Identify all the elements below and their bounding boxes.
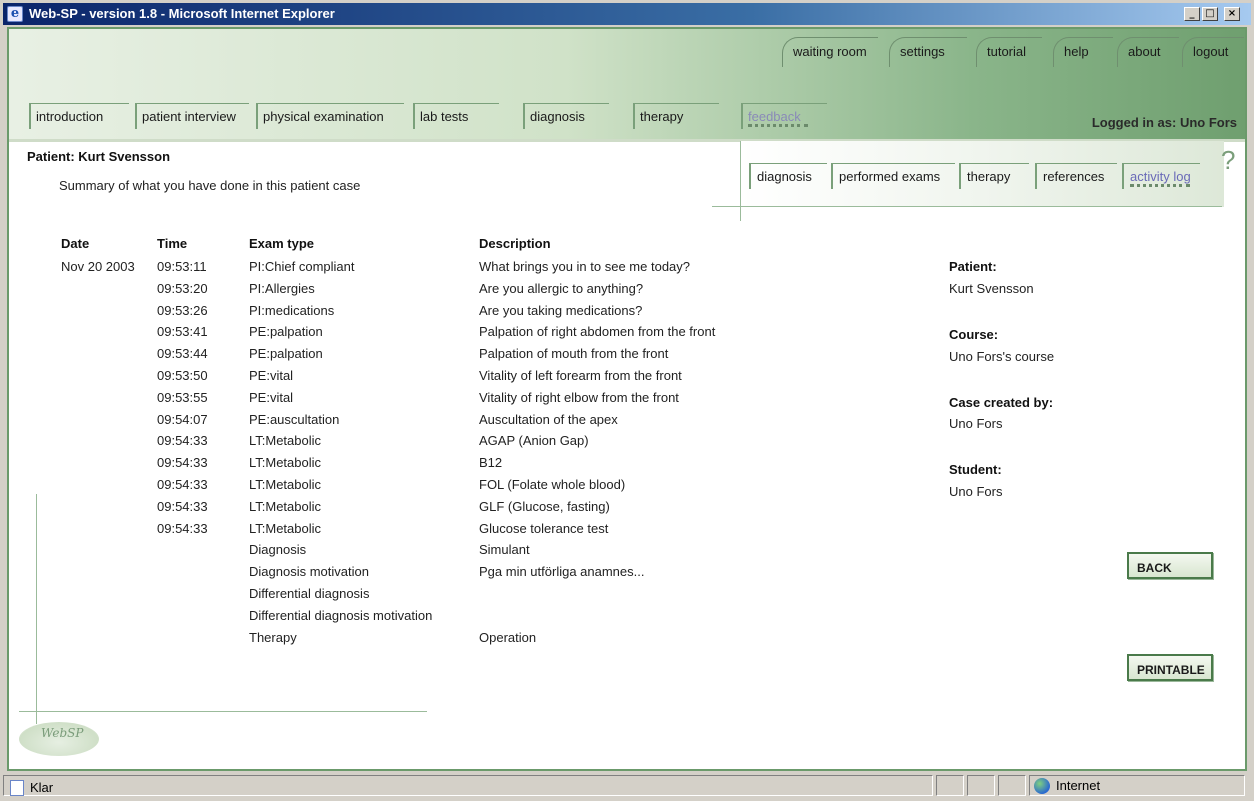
logo-text: WebSP [41, 726, 84, 740]
col-header-exam-type: Exam type [249, 236, 315, 251]
cell-type: PE:vital [249, 389, 294, 405]
cell-time: 09:54:33 [157, 433, 208, 449]
top-link-tutorial[interactable]: tutorial [976, 37, 1042, 67]
cell-time: 09:54:33 [157, 477, 208, 492]
cell-desc: GLF (Glucose, fasting) [479, 498, 610, 514]
cell-type: LT:Metabolic [249, 498, 322, 514]
cell-time: 09:53:44 [157, 346, 208, 362]
tab-diagnosis[interactable]: diagnosis [523, 103, 609, 129]
cell-time: 09:54:07 [157, 411, 208, 427]
sub-nav-divider-h [712, 206, 1222, 207]
sub-nav-divider-v [740, 141, 741, 221]
help-icon[interactable]: ? [1221, 145, 1236, 175]
tab-physical-examination[interactable]: physical examination [256, 103, 404, 129]
subtab-activity-log-label: activity log [1130, 169, 1191, 184]
cell-type: LT:Metabolic [249, 520, 322, 536]
cell-type: PE:palpation [249, 346, 323, 362]
cell-time: 09:53:20 [157, 280, 208, 296]
info-label-created-by: Case created by: [949, 395, 1054, 410]
col-header-time: Time [157, 236, 188, 251]
info-value-student: Uno Fors [949, 484, 1003, 499]
cell-desc: Simulant [479, 542, 530, 558]
cell-type: PE:palpation [249, 324, 323, 340]
tab-therapy[interactable]: therapy [633, 103, 719, 129]
decor-line-horizontal [19, 711, 427, 712]
info-value-patient: Kurt Svensson [949, 281, 1034, 296]
cell-desc: B12 [479, 455, 503, 471]
cell-desc: Auscultation of the apex [479, 411, 618, 427]
cell-type: Therapy [249, 629, 297, 645]
top-link-settings[interactable]: settings [889, 37, 967, 67]
cell-type: PI:Allergies [249, 280, 315, 296]
cell-desc: Pga min utförliga anamnes... [479, 564, 645, 580]
minimize-button[interactable]: _ [1184, 7, 1200, 21]
cell-type: PI:medications [249, 302, 335, 318]
status-panel-main [3, 775, 933, 796]
cell-type: PI:Chief compliant [249, 259, 355, 274]
top-link-logout[interactable]: logout [1182, 37, 1244, 67]
cell-time: 09:54:33 [157, 455, 208, 471]
status-panel-1 [936, 775, 964, 796]
cell-type: Differential diagnosis [249, 586, 370, 601]
subtab-activity-log[interactable] [1122, 163, 1200, 189]
top-link-waiting-room[interactable]: waiting room [782, 37, 878, 67]
status-panel-zone [1029, 775, 1245, 796]
status-panel-2 [967, 775, 995, 796]
cell-desc: Operation [479, 629, 537, 645]
zone-text: Internet [1056, 778, 1101, 793]
cell-type: Diagnosis motivation [249, 564, 369, 580]
status-text: Klar [30, 780, 54, 795]
subtab-activity-log-indicator [1130, 184, 1190, 187]
cell-type: PE:auscultation [249, 411, 340, 427]
cell-time: 09:53:55 [157, 389, 208, 405]
tab-lab-tests[interactable]: lab tests [413, 103, 499, 129]
info-label-course: Course: [949, 327, 999, 342]
status-panel-3 [998, 775, 1026, 796]
globe-icon [1034, 778, 1050, 794]
decor-line-vertical [36, 494, 37, 724]
subtab-diagnosis[interactable]: diagnosis [749, 163, 827, 189]
status-bar [3, 773, 1251, 798]
cell-type: LT:Metabolic [249, 477, 322, 492]
cell-type: LT:Metabolic [249, 455, 322, 471]
logged-in-label: Logged in as: Uno Fors [1091, 115, 1237, 130]
cell-desc: Are you taking medications? [479, 302, 643, 318]
info-label-student: Student: [949, 462, 1002, 477]
cell-desc: Glucose tolerance test [479, 520, 609, 536]
col-header-date: Date [61, 236, 90, 251]
cell-desc: What brings you in to see me today? [479, 259, 691, 274]
cell-desc: FOL (Folate whole blood) [479, 477, 626, 492]
cell-time: 09:54:33 [157, 520, 208, 536]
back-button[interactable]: BACK [1127, 552, 1213, 579]
cell-type: PE:vital [249, 368, 294, 383]
tab-introduction[interactable]: introduction [29, 103, 129, 129]
subtab-performed-exams[interactable]: performed exams [831, 163, 955, 189]
top-link-help[interactable]: help [1053, 37, 1113, 67]
header [9, 29, 1245, 141]
cell-desc: Palpation of right abdomen from the front [479, 324, 716, 340]
cell-time: 09:53:50 [157, 368, 208, 383]
page-title: Patient: Kurt Svensson [27, 149, 171, 164]
cell-type: Differential diagnosis motivation [249, 607, 433, 623]
title-bar [3, 3, 1251, 25]
cell-type: Diagnosis [249, 542, 307, 558]
maximize-button[interactable]: □ [1202, 7, 1218, 21]
cell-desc: Palpation of mouth from the front [479, 346, 669, 362]
printable-button[interactable]: PRINTABLE [1127, 654, 1213, 681]
cell-time: 09:53:26 [157, 302, 208, 318]
page-icon [10, 780, 24, 796]
page-subtitle: Summary of what you have done in this patient case [59, 178, 361, 193]
cell-time: 09:53:11 [157, 259, 207, 274]
cell-desc: Are you allergic to anything? [479, 280, 644, 296]
page-content [7, 27, 1247, 771]
tab-feedback-label: feedback [748, 109, 801, 124]
col-header-description: Description [479, 236, 551, 251]
tab-feedback[interactable] [741, 103, 827, 129]
cell-date: Nov 20 2003 [61, 259, 135, 274]
close-button[interactable]: × [1224, 7, 1240, 21]
info-label-patient: Patient: [949, 259, 997, 274]
subtab-therapy[interactable]: therapy [959, 163, 1029, 189]
window-title: Web-SP - version 1.8 - Microsoft Internet Explorer [29, 6, 335, 21]
top-link-about[interactable]: about [1117, 37, 1179, 67]
cell-type: LT:Metabolic [249, 433, 322, 449]
cell-desc: Vitality of right elbow from the front [479, 389, 679, 405]
cell-time: 09:53:41 [157, 324, 208, 340]
tab-patient-interview[interactable]: patient interview [135, 103, 249, 129]
info-value-course: Uno Fors's course [949, 349, 1055, 364]
ie-icon: e [7, 6, 23, 22]
info-value-created-by: Uno Fors [949, 416, 1003, 431]
cell-desc: Vitality of left forearm from the front [479, 368, 682, 383]
tab-feedback-indicator [748, 124, 808, 127]
websp-logo [19, 722, 99, 756]
cell-desc: AGAP (Anion Gap) [479, 433, 589, 449]
subtab-references[interactable]: references [1035, 163, 1117, 189]
cell-time: 09:54:33 [157, 498, 208, 514]
